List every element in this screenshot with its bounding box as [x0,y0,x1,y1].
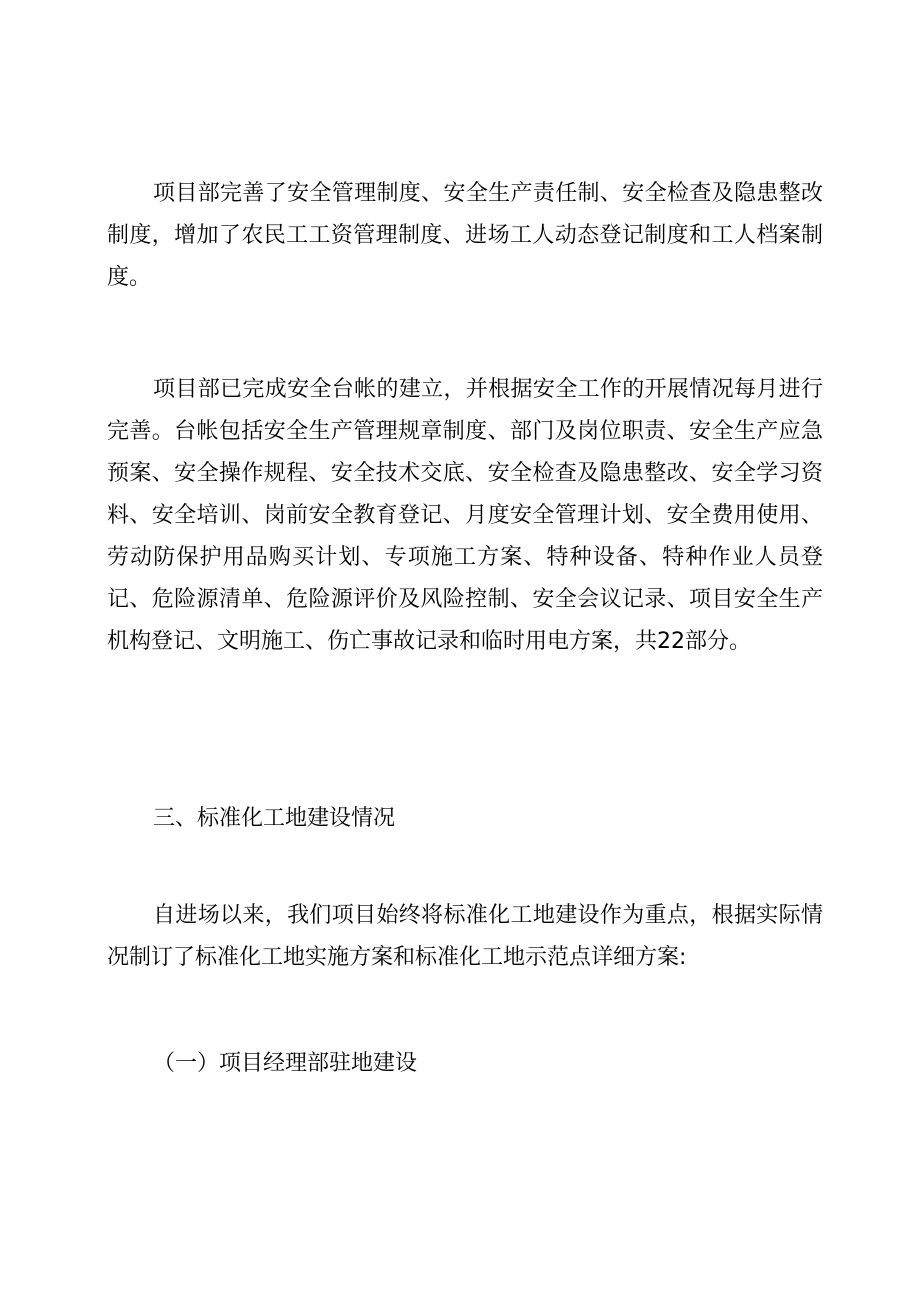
paragraph-standardization-intro: 自进场以来，我们项目始终将标准化工地建设作为重点，根据实际情况制订了标准化工地实施方案和标准化工地示范点详细方案: [107,903,823,970]
paragraph-safety-systems: 项目部完善了安全管理制度、安全生产责任制、安全检查及隐患整改制度，增加了农民工工资管理制度、进场工人动态登记制度和工人档案制度。 [107,181,823,290]
subsection-heading-project-office: （一）项目经理部驻地建设 [153,1051,418,1076]
section-heading-standardized-site: 三、标准化工地建设情况 [153,806,396,831]
paragraph-safety-ledger: 项目部已完成安全台帐的建立，并根据安全工作的开展情况每月进行完善。台帐包括安全生产管理规章制度、部门及岗位职责、安全生产应急预案、安全操作规程、安全技术交底、安全检查及隐患整改、安全学习资料、安全培训、岗前安全教育登记、月度安全管理计划、安全费用使用、劳动防保护用品购买计划、专项施工方案、特种设备、特种作业人员登记、危险源清单、危险源评价及风险控制、安全会议记录、项目安全生产机构登记、文明施工、伤亡事故记录和临时用电方案，共22部分。 [107,377,823,654]
